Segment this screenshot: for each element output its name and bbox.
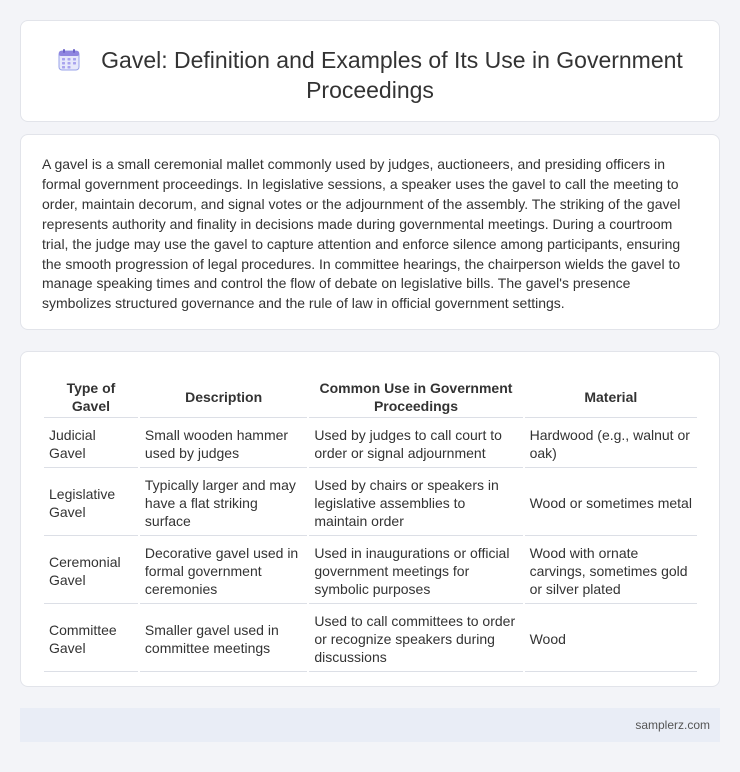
- table-cell: Used by chairs or speakers in legislative assemblies to maintain order: [309, 470, 522, 536]
- intro-card: [20, 134, 720, 330]
- table-cell: Legislative Gavel: [44, 470, 138, 536]
- table-header-row: [44, 376, 697, 418]
- gavel-table: [42, 374, 699, 674]
- footer-source-link[interactable]: samplerz.com: [635, 718, 710, 732]
- page-title-text: Gavel: Definition and Examples of Its Use in Government Proceedings: [101, 47, 683, 103]
- table-cell: Committee Gavel: [44, 606, 138, 672]
- table-cell: Decorative gavel used in formal government ceremonies: [140, 538, 307, 604]
- table-cell: Used to call committees to order or recognize speakers during discussions: [309, 606, 522, 672]
- table-cell: Wood or sometimes metal: [525, 470, 697, 536]
- table-cell: Judicial Gavel: [44, 420, 138, 468]
- table-cell: Typically larger and may have a flat striking surface: [140, 470, 307, 536]
- table-row: [44, 470, 697, 536]
- table-cell: Wood with ornate carvings, sometimes gold or silver plated: [525, 538, 697, 604]
- column-header-type: Type of Gavel: [44, 376, 138, 418]
- table-row: [44, 420, 697, 468]
- table-cell: Wood: [525, 606, 697, 672]
- table-cell: Small wooden hammer used by judges: [140, 420, 307, 468]
- table-card: [20, 351, 720, 687]
- table-row: [44, 606, 697, 672]
- table-cell: Smaller gavel used in committee meetings: [140, 606, 307, 672]
- footer-bar: [20, 708, 720, 742]
- table-cell: Ceremonial Gavel: [44, 538, 138, 604]
- table-cell: Used by judges to call court to order or signal adjournment: [309, 420, 522, 468]
- table-cell: Used in inaugurations or official government meetings for symbolic purposes: [309, 538, 522, 604]
- column-header-common-use: Common Use in Government Proceedings: [309, 376, 522, 418]
- table-cell: Hardwood (e.g., walnut or oak): [525, 420, 697, 468]
- column-header-description: Description: [140, 376, 307, 418]
- page-title: [21, 45, 719, 105]
- calendar-icon: [57, 48, 81, 72]
- intro-paragraph: A gavel is a small ceremonial mallet commonly used by judges, auctioneers, and presiding officers in formal government proceedings. In legislative sessions, a speaker uses the gavel to call the meeting to order, maintain decorum, and signal votes or the adjournment of the assembly. The striking of the gavel represents authority and finality in decisions made during governmental meetings. During a courtroom trial, the judge may use the gavel to capture attention and enforce silence among participants, ensuring the smooth progression of legal procedures. In committee hearings, the chairperson wields the gavel to manage speaking times and control the flow of debate on legislative bills. The gavel's presence symbolizes structured governance and the rule of law in official government settings.: [42, 156, 681, 312]
- table-row: [44, 538, 697, 604]
- column-header-material: Material: [525, 376, 697, 418]
- title-card: [20, 20, 720, 122]
